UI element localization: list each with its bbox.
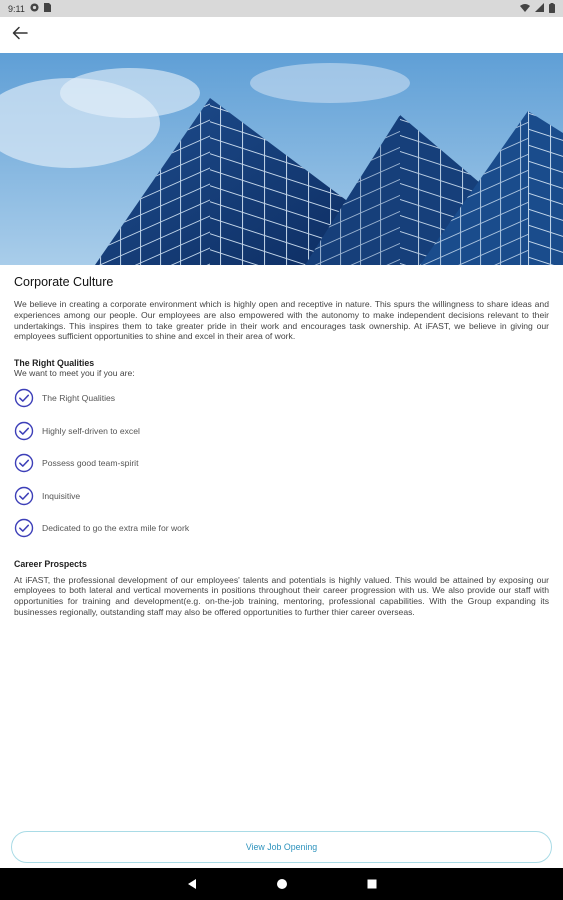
check-circle-icon — [14, 388, 34, 408]
list-item — [14, 415, 549, 448]
list-item — [14, 512, 549, 545]
quality-label: Possess good team-spirit — [42, 458, 139, 469]
right-qualities-intro: We want to meet you if you are: — [14, 368, 135, 379]
recents-square-icon[interactable] — [364, 876, 380, 892]
check-circle-icon — [14, 421, 34, 441]
back-button[interactable] — [2, 17, 38, 53]
quality-label: Inquisitive — [42, 490, 81, 501]
home-circle-icon[interactable] — [274, 876, 290, 892]
signal-icon — [535, 3, 544, 14]
view-job-opening-button[interactable]: View Job Opening — [11, 831, 552, 863]
career-prospects-title: Career Prospects — [14, 558, 87, 569]
quality-label: Dedicated to go the extra mile for work — [42, 523, 190, 534]
hero-image — [0, 53, 563, 265]
status-time: 9:11 — [8, 3, 25, 14]
wifi-icon — [520, 3, 530, 14]
settings-icon — [30, 3, 39, 14]
career-prospects-text: At iFAST, the professional development of our employees' talents and potentials is highly valued. This would be attained by exposing our employees to both lateral and vertical movements in positions throughout their career progression with us. We also provide our staff with opportunities for training and development(e.g. on-the-job training, mentoring, professional capabilities. With the Group expanding its businesses regionally, outstanding staff may also be offered opportunities to further thier career overseas. — [14, 574, 549, 618]
status-left — [8, 3, 51, 14]
app-bar — [0, 17, 563, 53]
list-item — [14, 447, 549, 480]
qualities-list — [14, 382, 549, 545]
content — [14, 275, 549, 618]
list-item — [14, 382, 549, 415]
list-item — [14, 480, 549, 513]
status-right — [520, 3, 555, 15]
back-triangle-icon[interactable] — [184, 876, 200, 892]
sim-icon — [44, 3, 51, 14]
glass-building-photo — [0, 53, 563, 265]
right-qualities-title: The Right Qualities — [14, 358, 95, 369]
corporate-culture-text: We believe in creating a corporate environment which is highly open and receptive in nature. This spurs the willingness to share ideas and experiences among our people. Our employees are also empowered with the autonomy to make independent decisions relevant to their undertakings. This inspires them to take greater pride in their work and encourages task ownership. At iFAST, we believe in giving our employees sufficient opportunities to shine and excel in their area of work. — [14, 299, 549, 342]
quality-label: The Right Qualities — [42, 393, 116, 404]
check-circle-icon — [14, 518, 34, 538]
arrow-left-icon — [12, 26, 28, 45]
quality-label: Highly self-driven to excel — [42, 425, 140, 436]
check-circle-icon — [14, 486, 34, 506]
navigation-bar — [0, 868, 563, 900]
status-bar — [0, 0, 563, 17]
check-circle-icon — [14, 453, 34, 473]
battery-icon — [549, 3, 555, 15]
corporate-culture-title: Corporate Culture — [14, 275, 114, 289]
